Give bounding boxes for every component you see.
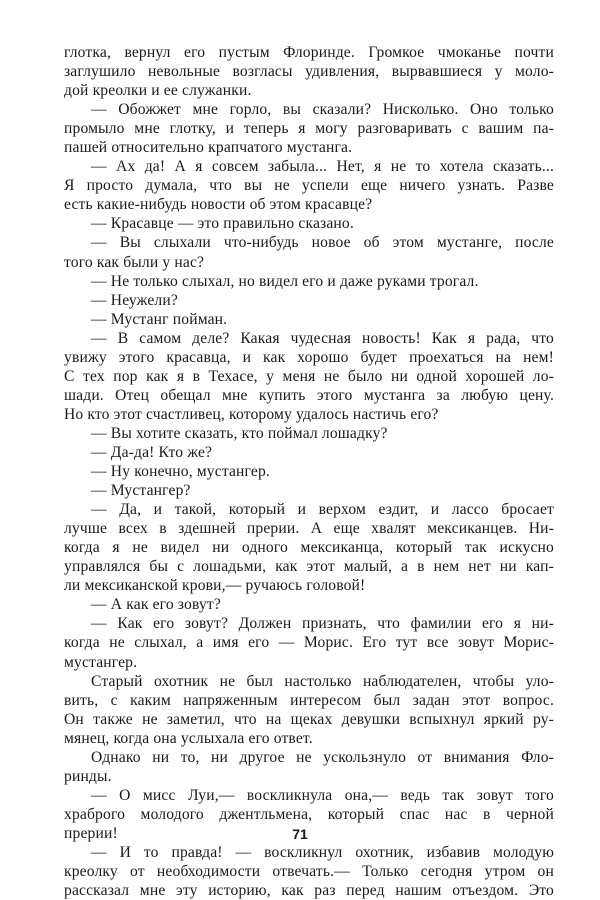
text-line: когда я не видел ни одного мексиканца, который так искусно <box>64 539 554 557</box>
text-line: — И то правда! — воскликнул охотник, избавив молодую <box>91 843 554 861</box>
text-line: — Да-да! Кто же? <box>91 443 213 461</box>
text-line: увижу этого красавца, и как хорошо будет проехаться на нем! <box>64 348 554 366</box>
text-line: — Обожжет мне горло, вы сказали? Нисколько. Оно только <box>91 101 554 119</box>
text-line: — Как его зовут? Должен признать, что фамилии его я ни- <box>91 615 554 633</box>
text-line: когда не слыхал, а имя его — Морис. Его тут все зовут Морис- <box>64 634 554 652</box>
text-line: Он также не заметил, что на щеках девушки вспыхнул яркий ру- <box>64 710 554 728</box>
text-line: рассказал мне эту историю, как раз перед нашим отъездом. Это <box>64 882 554 900</box>
text-line: — Красавце — это правильно сказано. <box>91 215 354 233</box>
text-line: прерии! <box>64 824 118 842</box>
text-line: того как были у нас? <box>64 253 205 271</box>
page-number: 71 <box>292 826 308 842</box>
text-line: — О мисс Луи,— воскликнула она,— ведь так зовут того <box>91 786 554 804</box>
text-line: Однако ни то, ни другое не ускользнуло от внимания Фло- <box>91 748 554 766</box>
book-page-text <box>64 43 554 900</box>
text-line: — Не только слыхал, но видел его и даже руками трогал. <box>91 272 479 290</box>
text-line: есть какие-нибудь новости об этом красавце? <box>64 196 373 214</box>
text-line: заглушило невольные возгласы удивления, вырвавшиеся у моло- <box>64 63 554 81</box>
text-line: С тех пор как я в Техасе, у меня не было ни одной хорошей ло- <box>64 367 554 385</box>
text-line: — Да, и такой, который и верхом ездит, и лассо бросает <box>91 501 554 519</box>
text-line: глотка, вернул его пустым Флоринде. Громкое чмоканье почти <box>64 44 554 61</box>
text-line: — Неужели? <box>91 291 178 309</box>
text-line: вить, с каким напряженным интересом был задан этот вопрос. <box>64 691 554 709</box>
text-line: — Вы слыхали что-нибудь новое об этом мустанге, после <box>91 234 554 252</box>
text-line: — А как его зовут? <box>91 596 221 614</box>
text-line: — Мустанг пойман. <box>91 310 228 328</box>
text-line: — Вы хотите сказать, кто поймал лошадку? <box>91 424 388 442</box>
text-line: мустангер. <box>64 653 138 671</box>
text-line: пашей относительно крапчатого мустанга. <box>64 139 353 157</box>
text-line: — Мустангер? <box>91 482 191 500</box>
text-line: дой креолки и ее служанки. <box>64 82 252 100</box>
text-line: ринды. <box>64 767 112 785</box>
text-line: храброго молодого джентльмена, который спас нас в черной <box>64 805 554 823</box>
text-line: Я просто думала, что вы не успели еще ничего узнать. Разве <box>64 177 554 195</box>
text-line: лучше всех в здешней прерии. А еще хвалят мексиканцев. Ни- <box>64 520 554 538</box>
text-line: мянец, когда она услыхала его ответ. <box>64 729 313 747</box>
text-line: Старый охотник не был настолько наблюдателен, чтобы уло- <box>91 672 554 690</box>
text-line: Но кто этот счастливец, которому удалось настичь его? <box>64 405 439 423</box>
text-line: — Ну конечно, мустангер. <box>91 463 270 481</box>
text-line: управлялся бы с лошадьми, как этот малый, а в нем нет ни кап- <box>64 558 554 576</box>
text-line: ли мексиканской крови,— ручаюсь головой! <box>64 577 366 595</box>
text-line: — Ах да! А я совсем забыла... Нет, я не то хотела сказать... <box>91 158 554 176</box>
text-line: креолку от необходимости отвечать.— Только сегодня утром он <box>64 863 554 881</box>
text-line: шади. Отец обещал мне купить этого мустанга за любую цену. <box>64 386 554 404</box>
text-line: промыло мне глотку, и теперь я могу разговаривать с вашим па- <box>64 120 554 138</box>
text-line: — В самом деле? Какая чудесная новость! Как я рада, что <box>91 329 554 347</box>
